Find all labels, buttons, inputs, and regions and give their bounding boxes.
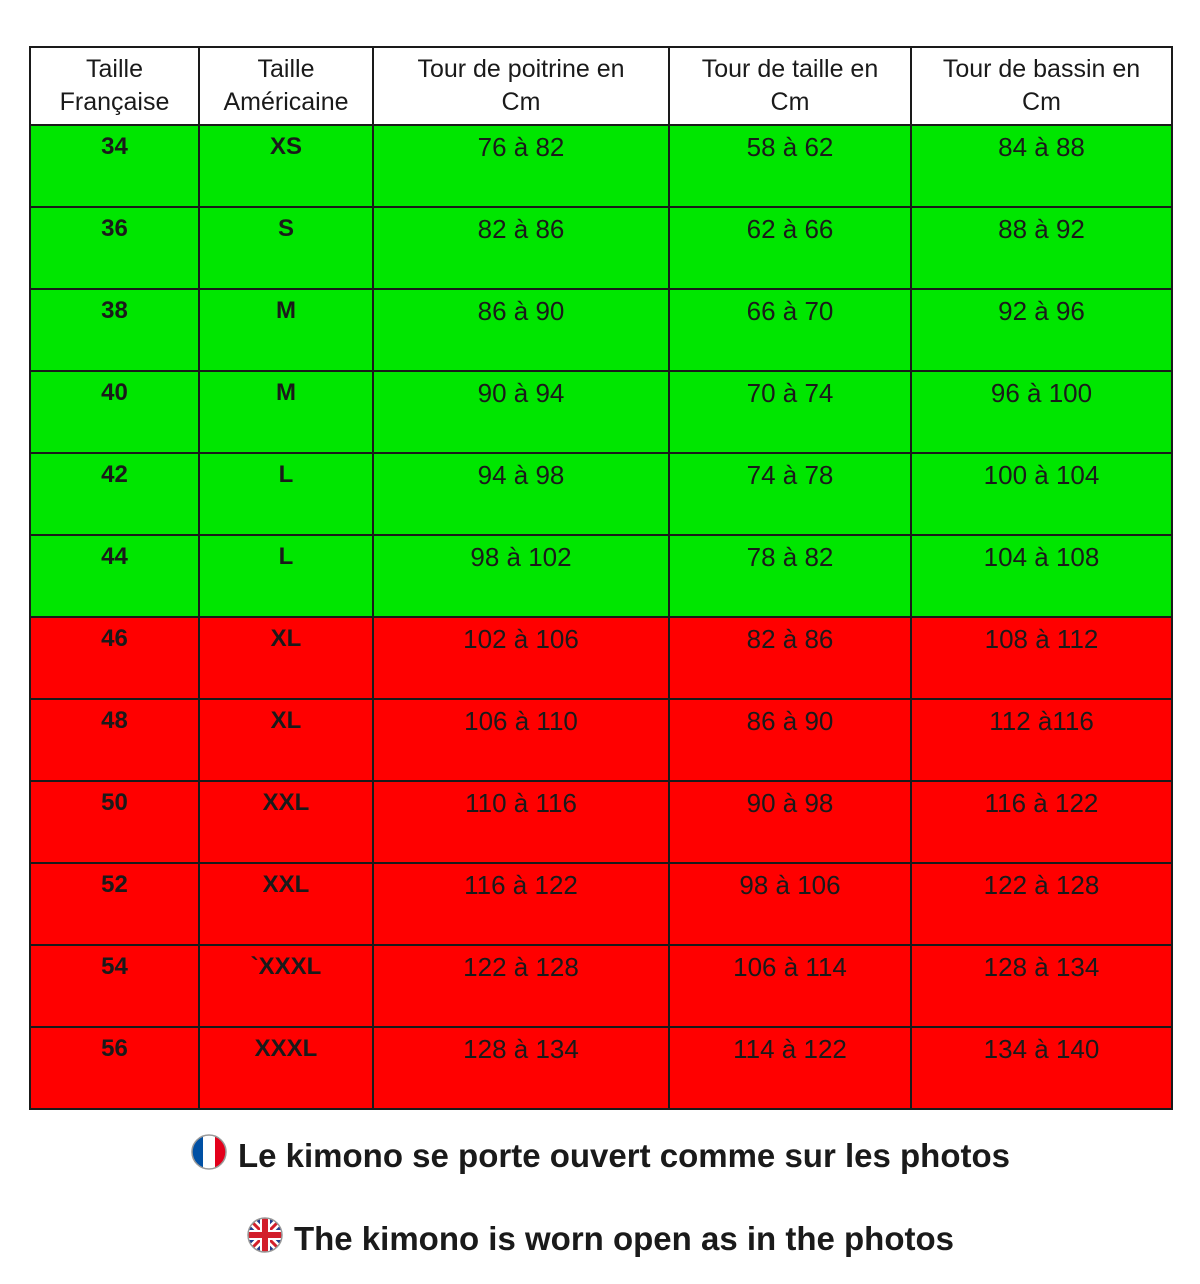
cell-tour-de-poitrine: 76 à 82 (373, 125, 669, 207)
cell-tour-de-taille: 98 à 106 (669, 863, 911, 945)
cell-taille-francaise: 38 (30, 289, 199, 371)
cell-taille-americaine: XXXL (199, 1027, 373, 1109)
table-row (30, 125, 1172, 207)
cell-taille-americaine: L (199, 453, 373, 535)
cell-taille-francaise: 42 (30, 453, 199, 535)
cell-tour-de-taille: 58 à 62 (669, 125, 911, 207)
header-line: Américaine (223, 88, 349, 116)
cell-taille-americaine: XXL (199, 863, 373, 945)
cell-taille-americaine: S (199, 207, 373, 289)
cell-taille-americaine: XS (199, 125, 373, 207)
cell-tour-de-taille: 70 à 74 (669, 371, 911, 453)
cell-tour-de-poitrine: 122 à 128 (373, 945, 669, 1027)
cell-taille-francaise: 54 (30, 945, 199, 1027)
cell-tour-de-poitrine: 110 à 116 (373, 781, 669, 863)
size-chart-table (29, 46, 1173, 1110)
cell-taille-francaise: 46 (30, 617, 199, 699)
header-tour-de-bassin (911, 47, 1172, 125)
table-row (30, 699, 1172, 781)
table-row (30, 863, 1172, 945)
cell-tour-de-taille: 90 à 98 (669, 781, 911, 863)
cell-tour-de-poitrine: 102 à 106 (373, 617, 669, 699)
cell-tour-de-poitrine: 86 à 90 (373, 289, 669, 371)
header-line: Cm (770, 88, 810, 116)
cell-taille-francaise: 50 (30, 781, 199, 863)
header-taille-americaine (199, 47, 373, 125)
table-row (30, 289, 1172, 371)
cell-tour-de-bassin: 116 à 122 (911, 781, 1172, 863)
cell-tour-de-bassin: 112 à116 (911, 699, 1172, 781)
header-line: Tour de poitrine en (417, 55, 625, 83)
cell-tour-de-taille: 82 à 86 (669, 617, 911, 699)
cell-tour-de-bassin: 134 à 140 (911, 1027, 1172, 1109)
cell-tour-de-bassin: 96 à 100 (911, 371, 1172, 453)
cell-tour-de-poitrine: 106 à 110 (373, 699, 669, 781)
cell-taille-francaise: 44 (30, 535, 199, 617)
table-row (30, 535, 1172, 617)
header-line: Cm (501, 88, 541, 116)
table-body (30, 125, 1172, 1109)
cell-taille-francaise: 52 (30, 863, 199, 945)
cell-taille-americaine: XXL (199, 781, 373, 863)
cell-taille-francaise: 40 (30, 371, 199, 453)
header-line: Taille (257, 55, 315, 83)
note-french (0, 1133, 1200, 1176)
cell-taille-americaine: M (199, 371, 373, 453)
cell-tour-de-bassin: 92 à 96 (911, 289, 1172, 371)
cell-tour-de-taille: 86 à 90 (669, 699, 911, 781)
cell-tour-de-bassin: 128 à 134 (911, 945, 1172, 1027)
header-tour-de-poitrine (373, 47, 669, 125)
cell-taille-francaise: 36 (30, 207, 199, 289)
note-english (0, 1216, 1200, 1259)
cell-taille-americaine: XL (199, 617, 373, 699)
cell-tour-de-poitrine: 94 à 98 (373, 453, 669, 535)
cell-tour-de-bassin: 88 à 92 (911, 207, 1172, 289)
table-row (30, 1027, 1172, 1109)
cell-taille-francaise: 48 (30, 699, 199, 781)
header-line: Française (59, 88, 170, 116)
cell-taille-francaise: 34 (30, 125, 199, 207)
cell-taille-americaine: XL (199, 699, 373, 781)
table-header-row (30, 47, 1172, 125)
cell-taille-americaine: `XXXL (199, 945, 373, 1027)
table-row (30, 371, 1172, 453)
cell-taille-americaine: L (199, 535, 373, 617)
header-line: Tour de taille en (701, 55, 879, 83)
header-line: Cm (1022, 88, 1061, 116)
cell-taille-francaise: 56 (30, 1027, 199, 1109)
table-row (30, 781, 1172, 863)
header-taille-francaise (30, 47, 199, 125)
note-french-text: Le kimono se porte ouvert comme sur les photos (237, 1137, 1010, 1174)
cell-tour-de-bassin: 108 à 112 (911, 617, 1172, 699)
cell-tour-de-poitrine: 98 à 102 (373, 535, 669, 617)
france-flag-icon (190, 1133, 228, 1171)
cell-tour-de-taille: 106 à 114 (669, 945, 911, 1027)
table-row (30, 617, 1172, 699)
cell-tour-de-taille: 66 à 70 (669, 289, 911, 371)
cell-tour-de-poitrine: 82 à 86 (373, 207, 669, 289)
cell-tour-de-taille: 78 à 82 (669, 535, 911, 617)
cell-tour-de-taille: 74 à 78 (669, 453, 911, 535)
cell-tour-de-bassin: 100 à 104 (911, 453, 1172, 535)
header-tour-de-taille (669, 47, 911, 125)
cell-tour-de-poitrine: 128 à 134 (373, 1027, 669, 1109)
header-line: Taille (86, 55, 143, 83)
uk-flag-icon (246, 1216, 284, 1254)
cell-tour-de-poitrine: 90 à 94 (373, 371, 669, 453)
cell-tour-de-taille: 62 à 66 (669, 207, 911, 289)
cell-tour-de-taille: 114 à 122 (669, 1027, 911, 1109)
cell-tour-de-bassin: 122 à 128 (911, 863, 1172, 945)
cell-taille-americaine: M (199, 289, 373, 371)
cell-tour-de-poitrine: 116 à 122 (373, 863, 669, 945)
header-line: Tour de bassin en (942, 55, 1141, 83)
table-row (30, 945, 1172, 1027)
table-row (30, 207, 1172, 289)
cell-tour-de-bassin: 104 à 108 (911, 535, 1172, 617)
note-english-text: The kimono is worn open as in the photos (293, 1220, 955, 1257)
cell-tour-de-bassin: 84 à 88 (911, 125, 1172, 207)
table-row (30, 453, 1172, 535)
